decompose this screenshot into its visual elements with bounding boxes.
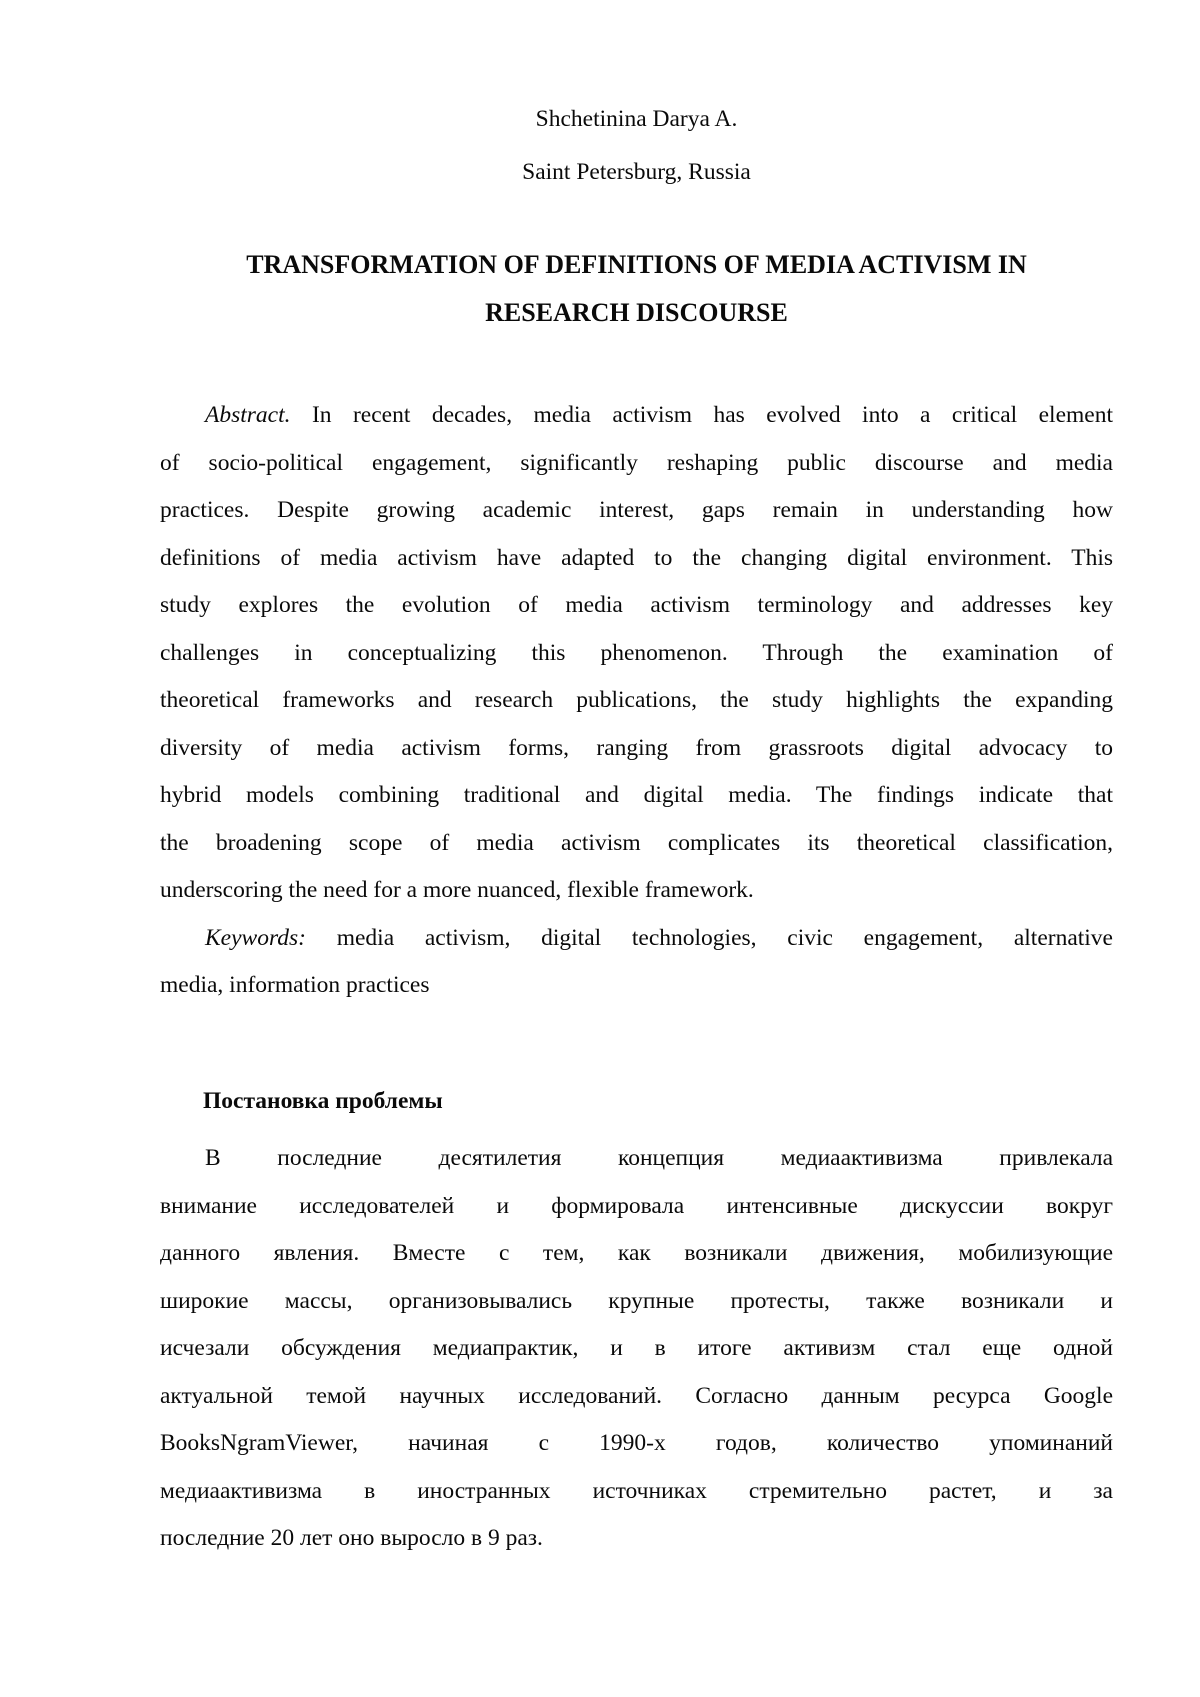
body-line: медиаактивизма в иностранных источниках стремительно растет, и за [160,1477,1113,1504]
author-location: Saint Petersburg, Russia [522,159,751,185]
paper-title [160,241,1113,337]
body-line: широкие массы, организовывались крупные протесты, также возникали и [160,1287,1113,1314]
body-line: последние 20 лет оно выросло в 9 раз. [160,1525,543,1551]
body-line: актуальной темой научных исследований. Согласно данным ресурса Google [160,1382,1113,1409]
abstract-label: Abstract. [205,402,291,428]
abstract-line: hybrid models combining traditional and digital media. The findings indicate that [160,782,1113,808]
abstract-line: theoretical frameworks and research publications, the study highlights the expanding [160,687,1113,713]
abstract-paragraph [160,392,1113,915]
abstract-line: study explores the evolution of media activism terminology and addresses key [160,592,1113,618]
problem-statement-paragraph [160,1135,1113,1563]
abstract-line: diversity of media activism forms, ranging from grassroots digital advocacy to [160,734,1113,761]
paper-title-line-2: RESEARCH DISCOURSE [485,298,788,327]
abstract-line: practices. Despite growing academic interest, gaps remain in understanding how [160,497,1113,523]
body-line: данного явления. Вместе с тем, как возникали движения, мобилизующие [160,1240,1113,1266]
abstract-line: the broadening scope of media activism complicates its theoretical classification, [160,829,1113,856]
paper-title-line-1: TRANSFORMATION OF DEFINITIONS OF MEDIA ACTIVISM IN [246,250,1027,279]
author-name: Shchetinina Darya A. [535,106,738,132]
body-line: BooksNgramViewer, начиная с 1990-х годов, количество упоминаний [160,1430,1113,1456]
abstract-line-text: In recent decades, media activism has evolved into a critical element [290,402,1113,428]
body-line: В последние десятилетия концепция медиаактивизма привлекала [205,1145,1113,1171]
abstract-line: definitions of media activism have adapted to the changing digital environment. This [160,544,1113,571]
abstract-line: of socio-political engagement, significantly reshaping public discourse and media [160,449,1113,476]
abstract-line: challenges in conceptualizing this phenomenon. Through the examination of [160,639,1113,666]
body-line: внимание исследователей и формировала интенсивные дискуссии вокруг [160,1192,1113,1219]
abstract-line: underscoring the need for a more nuanced, flexible framework. [160,877,754,903]
keywords-paragraph [160,915,1113,1010]
section-heading: Постановка проблемы [203,1087,443,1114]
keywords-line [160,915,1113,963]
abstract-line [160,392,1113,440]
keywords-line: media, information practices [160,972,430,998]
keywords-line-text: media activism, digital technologies, civic engagement, alternative [305,924,1113,951]
body-line: исчезали обсуждения медиапрактик, и в итоге активизм стал еще одной [160,1335,1113,1361]
keywords-label: Keywords: [205,924,306,951]
